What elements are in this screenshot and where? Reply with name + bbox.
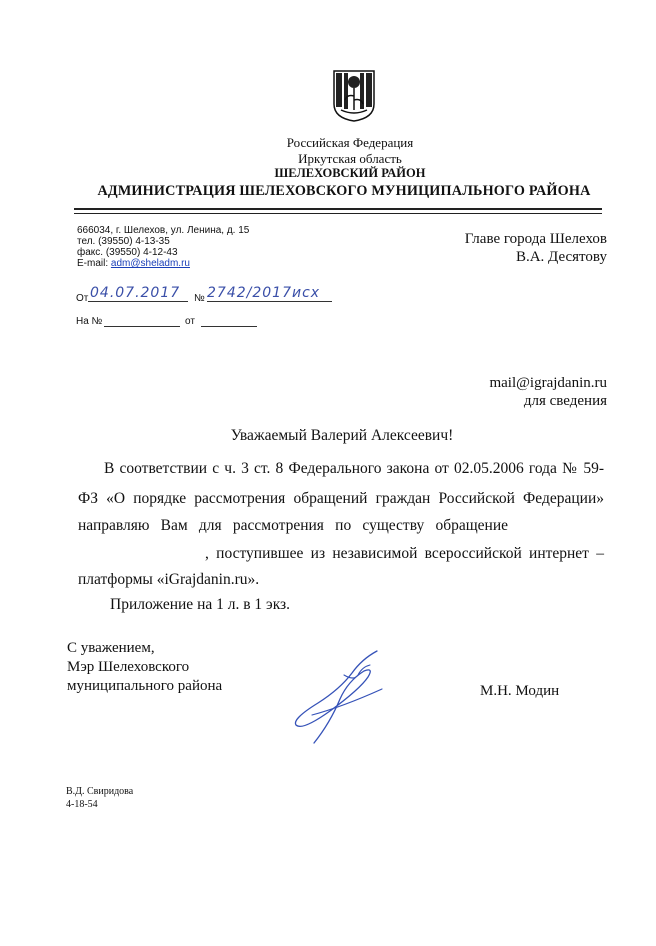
incoming-from-label: от	[185, 316, 195, 327]
outgoing-from-label: От	[76, 293, 89, 304]
contact-email-label: E-mail:	[77, 258, 111, 269]
outgoing-number: 2742/2017исх	[207, 285, 321, 301]
header-country: Российская Федерация	[286, 135, 414, 150]
signoff-title-2: муниципального района	[67, 678, 223, 694]
outgoing-date: 04.07.2017	[90, 285, 181, 301]
signoff-regards: С уважением,	[67, 640, 155, 656]
outgoing-number-label: №	[194, 293, 205, 304]
body-line-1: В соответствии с ч. 3 ст. 8 Федерального закона от 02.05.2006 года № 59-	[104, 460, 604, 477]
header-region: Иркутская область	[298, 151, 402, 166]
incoming-number-label: На №	[76, 316, 103, 327]
header-district: ШЕЛЕХОВСКИЙ РАЙОН	[274, 166, 426, 180]
incoming-reference	[76, 316, 276, 332]
addressee-line-2: В.А. Десятову	[515, 249, 607, 265]
attachment-note: Приложение на 1 л. в 1 экз.	[110, 596, 291, 613]
greeting: Уважаемый Валерий Алексеевич!	[230, 427, 454, 444]
executor-name: В.Д. Свиридова	[66, 786, 134, 797]
header-rule-thick	[74, 208, 602, 210]
copy-email: mail@igrajdanin.ru	[489, 375, 607, 391]
body-line-2: ФЗ «О порядке рассмотрения обращений граждан Российской Федерации»	[78, 490, 604, 507]
body-line-5: платформы «iGrajdanin.ru».	[78, 571, 260, 588]
handwritten-signature	[282, 645, 392, 750]
contact-email	[77, 258, 190, 269]
coat-of-arms-icon	[333, 70, 375, 122]
header-rule-thin	[74, 213, 602, 214]
copy-note: для сведения	[523, 393, 607, 409]
signoff-title-1: Мэр Шелеховского	[67, 659, 190, 675]
contact-email-link[interactable]: adm@sheladm.ru	[110, 258, 190, 269]
executor-phone: 4-18-54	[66, 799, 98, 810]
incoming-number-field	[104, 326, 180, 327]
outgoing-reference	[76, 287, 336, 307]
header-administration: АДМИНИСТРАЦИЯ ШЕЛЕХОВСКОГО МУНИЦИПАЛЬНОГО РАЙОНА	[97, 183, 591, 199]
contact-address: 666034, г. Шелехов, ул. Ленина, д. 15	[77, 225, 250, 236]
body-line-4: , поступившее из независимой всероссийской интернет –	[205, 545, 604, 562]
body-line-3: направляю Вам для рассмотрения по существу обращение	[78, 517, 508, 534]
signatory-name: М.Н. Модин	[480, 683, 560, 699]
contact-fax: факс. (39550) 4-12-43	[77, 247, 178, 258]
addressee-line-1: Главе города Шелехов	[464, 231, 607, 247]
incoming-date-field	[201, 326, 257, 327]
contact-phone: тел. (39550) 4-13-35	[77, 236, 170, 247]
